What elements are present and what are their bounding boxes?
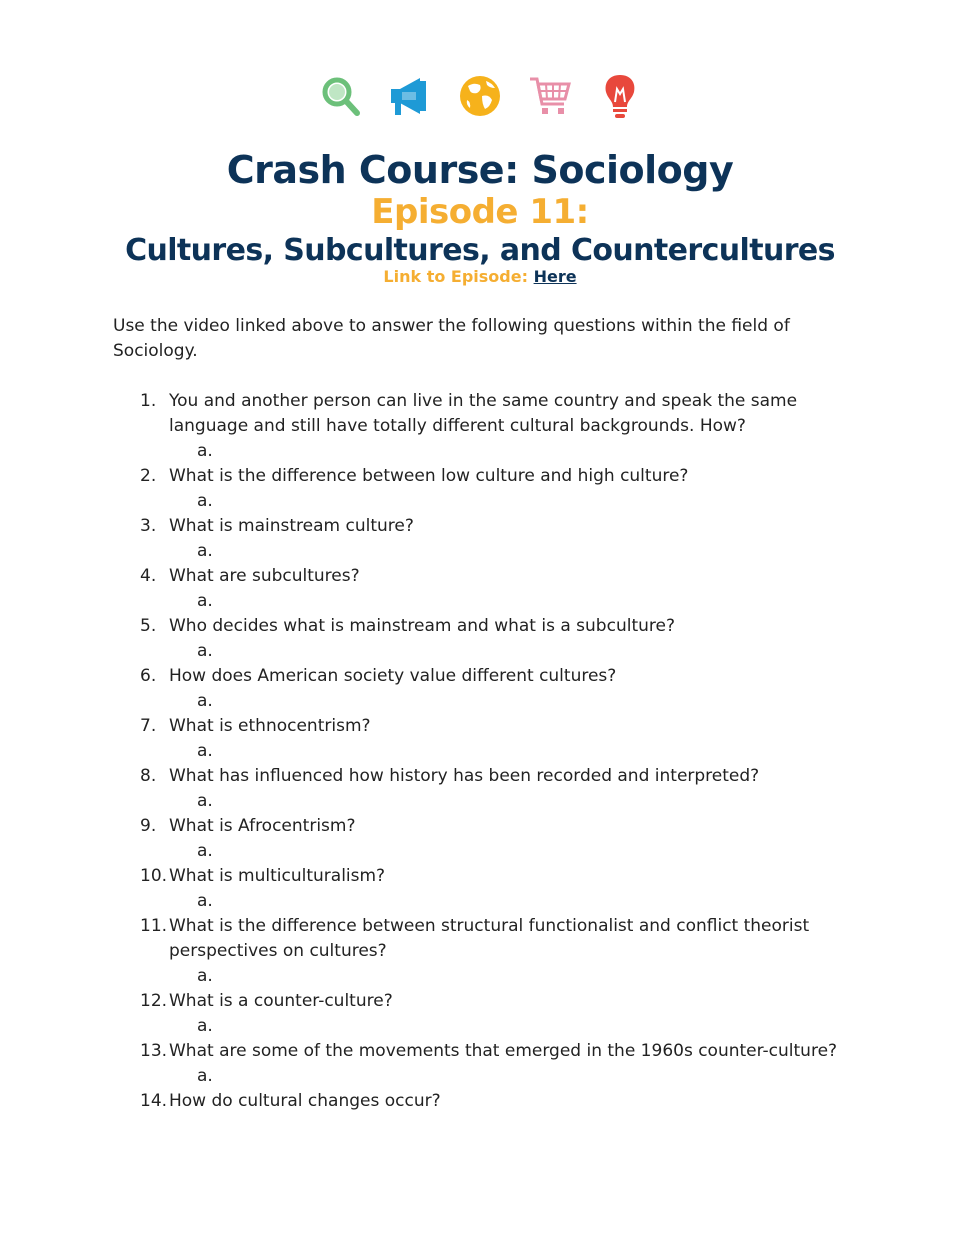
question-text: What is multiculturalism?	[169, 866, 386, 886]
answer-line[interactable]: a.	[197, 691, 213, 711]
answer-line[interactable]: a.	[197, 491, 213, 511]
question-text: How do cultural changes occur?	[169, 1091, 441, 1111]
question-item	[113, 864, 853, 889]
episode-number: Episode 11:	[371, 192, 589, 232]
question-number: 2.	[140, 466, 157, 486]
question-text: What is a counter-culture?	[169, 991, 393, 1011]
globe-icon	[458, 72, 502, 120]
header-icons	[0, 72, 960, 120]
instructions: Use the video linked above to answer the following questions within the field of Sociology.	[113, 316, 790, 361]
title-block	[0, 148, 960, 287]
question-item	[113, 389, 853, 439]
question-number: 6.	[140, 666, 157, 686]
question-item	[113, 664, 853, 689]
answer-line[interactable]: a.	[197, 1066, 213, 1086]
page-title: Crash Course: Sociology	[226, 148, 734, 192]
question-item	[113, 714, 853, 739]
question-item	[113, 464, 853, 489]
answer-line[interactable]: a.	[197, 891, 213, 911]
question-text: What has influenced how history has been recorded and interpreted?	[169, 766, 760, 786]
question-item	[113, 764, 853, 789]
question-item	[113, 614, 853, 639]
question-number: 1.	[140, 391, 157, 411]
question-item	[113, 814, 853, 839]
question-number: 9.	[140, 816, 157, 836]
answer-line[interactable]: a.	[197, 841, 213, 861]
question-number: 14.	[140, 1091, 168, 1111]
question-text: What is mainstream culture?	[169, 516, 414, 536]
question-item	[113, 989, 853, 1014]
magnifying-glass-icon	[318, 72, 362, 120]
answer-line[interactable]: a.	[197, 441, 213, 461]
question-list	[113, 389, 853, 1114]
answer-line[interactable]: a.	[197, 966, 213, 986]
answer-line[interactable]: a.	[197, 791, 213, 811]
question-text: Who decides what is mainstream and what is a subculture?	[169, 616, 675, 636]
question-number: 8.	[140, 766, 157, 786]
shopping-cart-icon	[528, 72, 572, 120]
question-item	[113, 514, 853, 539]
question-item	[113, 1039, 853, 1064]
episode-link[interactable]: Here	[533, 267, 577, 286]
question-number: 13.	[140, 1041, 168, 1061]
question-number: 5.	[140, 616, 157, 636]
question-text: You and another person can live in the same country and speak the same language and still have totally different cultural backgrounds. How?	[169, 391, 798, 436]
question-item	[113, 914, 853, 964]
question-text: What are subcultures?	[169, 566, 360, 586]
episode-link-label: Link to Episode:	[383, 267, 528, 286]
answer-line[interactable]: a.	[197, 741, 213, 761]
question-text: What is Afrocentrism?	[169, 816, 356, 836]
question-number: 11.	[140, 916, 168, 936]
question-text: What are some of the movements that emerged in the 1960s counter-culture?	[169, 1041, 838, 1061]
question-number: 3.	[140, 516, 157, 536]
question-item	[113, 1089, 853, 1114]
megaphone-icon	[388, 72, 432, 120]
answer-line[interactable]: a.	[197, 1016, 213, 1036]
answer-line[interactable]: a.	[197, 641, 213, 661]
episode-link-line	[0, 267, 960, 287]
question-number: 7.	[140, 716, 157, 736]
question-text: What is ethnocentrism?	[169, 716, 371, 736]
question-text: How does American society value different cultures?	[169, 666, 617, 686]
answer-line[interactable]: a.	[197, 591, 213, 611]
question-item	[113, 564, 853, 589]
question-number: 4.	[140, 566, 157, 586]
answer-line[interactable]: a.	[197, 541, 213, 561]
question-text: What is the difference between structural functionalist and conflict theorist perspectives on cultures?	[169, 916, 810, 961]
episode-title: Cultures, Subcultures, and Countercultures	[125, 233, 835, 268]
question-number: 12.	[140, 991, 168, 1011]
question-number: 10.	[140, 866, 168, 886]
question-text: What is the difference between low culture and high culture?	[169, 466, 689, 486]
lightbulb-icon	[598, 72, 642, 120]
